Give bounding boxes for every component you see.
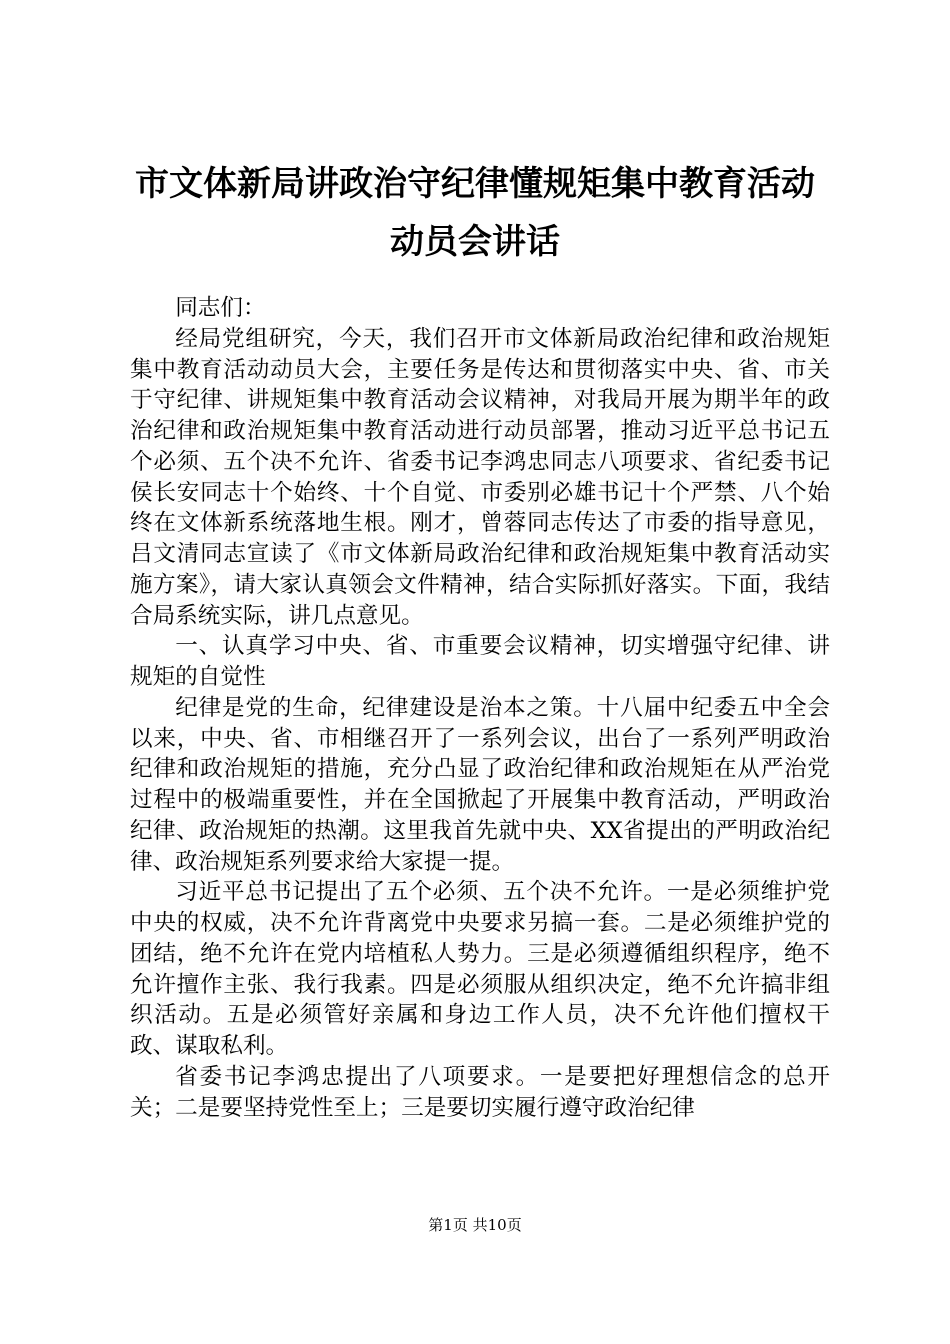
page-footer: 第1页 共10页 [428, 1216, 522, 1234]
document-body [130, 293, 830, 1123]
paragraph-five-musts: 习近平总书记提出了五个必须、五个决不允许。一是必须维护党中央的权威，决不允许背离党中央要求另搞一套。二是必须维护党的团结，绝不允许在党内培植私人势力。三是必须遵循组织程序，绝不允许擅作主张、我行我素。四是必须服从组织决定，绝不允许搞非组织活动。五是必须管好亲属和身边工作人员，决不允许他们擅权干政、谋取私利。 [130, 879, 830, 1059]
document-title-line-2: 动员会讲话 [390, 222, 560, 262]
paragraph-discipline: 纪律是党的生命，纪律建设是治本之策。十八届中纪委五中全会以来，中央、省、市相继召开了一系列会议，出台了一系列严明政治纪律和政治规矩的措施，充分凸显了政治纪律和政治规矩在从严治党过程中的极端重要性，并在全国掀起了开展集中教育活动，严明政治纪律、政治规矩的热潮。这里我首先就中央、XX省提出的严明政治纪律、政治规矩系列要求给大家提一提。 [130, 694, 830, 875]
paragraph-eight-requirements: 省委书记李鸿忠提出了八项要求。一是要把好理想信念的总开关；二是要坚持党性至上；三是要切实履行遵守政治纪律 [130, 1063, 830, 1121]
section-heading-1: 一、认真学习中央、省、市重要会议精神，切实增强守纪律、讲规矩的自觉性 [130, 633, 830, 690]
salutation: 同志们： [175, 295, 266, 321]
paragraph-intro: 经局党组研究，今天，我们召开市文体新局政治纪律和政治规矩集中教育活动动员大会，主要任务是传达和贯彻落实中央、省、市关于守纪律、讲规矩集中教育活动会议精神，对我局开展为期半年的政治纪律和政治规矩集中教育活动进行动员部署，推动习近平总书记五个必须、五个决不允许、省委书记李鸿忠同志八项要求、省纪委书记侯长安同志十个始终、十个自觉、市委别必雄书记十个严禁、八个始终在文体新系统落地生根。刚才，曾蓉同志传达了市委的指导意见，吕文清同志宣读了《市文体新局政治纪律和政治规矩集中教育活动实施方案》，请大家认真领会文件精神，结合实际抓好落实。下面，我结合局系统实际，讲几点意见。 [130, 325, 830, 629]
document-title-line-1: 市文体新局讲政治守纪律懂规矩集中教育活动 [135, 164, 815, 204]
